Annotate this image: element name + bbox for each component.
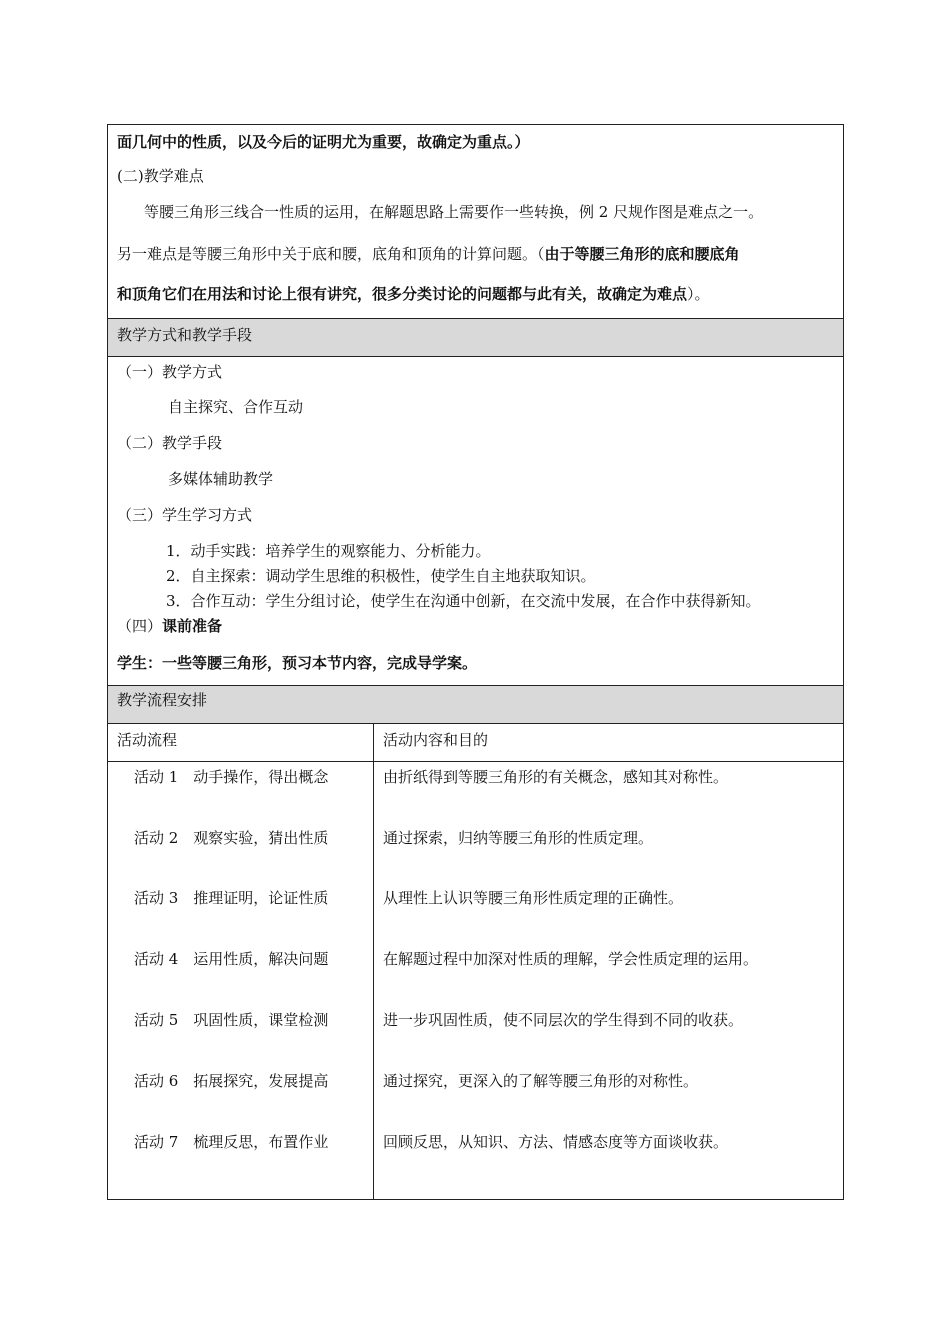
learning-style-item-1: 1．动手实践：培养学生的观察能力、分析能力。 xyxy=(166,542,491,560)
purpose-1: 由折纸得到等腰三角形的有关概念，感知其对称性。 xyxy=(383,768,729,786)
activity-7: 活动 7 梳理反思，布置作业 xyxy=(134,1133,329,1151)
difficulty-text-bold: 由于等腰三角形的底和腰底角 xyxy=(544,245,740,263)
purpose-3: 从理性上认识等腰三角形性质定理的正确性。 xyxy=(383,889,684,907)
teaching-flow-header: 教学流程安排 xyxy=(117,691,208,709)
teaching-method-sub2: （二）教学手段 xyxy=(117,434,223,452)
purpose-6: 通过探究，更深入的了解等腰三角形的对称性。 xyxy=(383,1072,699,1090)
activity-1: 活动 1 动手操作，得出概念 xyxy=(134,768,329,786)
teaching-method-header: 教学方式和教学手段 xyxy=(117,326,253,344)
learning-style-item-3: 3．合作互动：学生分组讨论，使学生在沟通中创新，在交流中发展，在合作中获得新知。 xyxy=(166,592,761,610)
key-point-reason-line: 面几何中的性质，以及今后的证明尤为重要，故确定为重点。） xyxy=(117,133,530,151)
teaching-method-sub2-content: 多媒体辅助教学 xyxy=(168,470,274,488)
difficulty-text-line-1: 等腰三角形三线合一性质的运用，在解题思路上需要作一些转换，例 2 尺规作图是难点之一。 xyxy=(144,203,764,221)
difficulty-reason-end: ）。 xyxy=(687,285,710,303)
lesson-plan-table xyxy=(107,124,844,1200)
activity-3: 活动 3 推理证明，论证性质 xyxy=(134,889,329,907)
teaching-method-sub3: （三）学生学习方式 xyxy=(117,506,253,524)
activity-5: 活动 5 巩固性质，课堂检测 xyxy=(134,1011,329,1029)
learning-style-item-2: 2．自主探索：调动学生思维的积极性，使学生自主地获取知识。 xyxy=(166,567,596,585)
activity-4: 活动 4 运用性质，解决问题 xyxy=(134,950,329,968)
purpose-5: 进一步巩固性质，使不同层次的学生得到不同的收获。 xyxy=(383,1011,744,1029)
sub4-title: 课前准备 xyxy=(162,617,223,635)
purpose-4: 在解题过程中加深对性质的理解，学会性质定理的运用。 xyxy=(383,950,759,968)
purpose-column-header: 活动内容和目的 xyxy=(383,731,489,749)
purpose-2: 通过探索，归纳等腰三角形的性质定理。 xyxy=(383,829,654,847)
activity-6: 活动 6 拓展探究，发展提高 xyxy=(134,1072,329,1090)
teaching-method-header-row xyxy=(108,319,843,356)
sub4-prefix: （四） xyxy=(117,617,163,635)
difficulty-text-line-3 xyxy=(117,283,710,304)
activity-column-header: 活动流程 xyxy=(117,731,178,749)
difficulty-heading: (二)教学难点 xyxy=(117,167,204,185)
activity-2: 活动 2 观察实验，猜出性质 xyxy=(134,829,329,847)
difficulty-text-line-2 xyxy=(117,243,740,264)
student-preparation: 学生：一些等腰三角形，预习本节内容，完成导学案。 xyxy=(117,654,478,672)
teaching-flow-header-row xyxy=(108,686,843,723)
purpose-7: 回顾反思，从知识、方法、情感态度等方面谈收获。 xyxy=(383,1133,729,1151)
teaching-method-sub1: （一）教学方式 xyxy=(117,363,223,381)
difficulty-reason-bold: 和顶角它们在用法和讨论上很有讲究，很多分类讨论的问题都与此有关，故确定为难点 xyxy=(117,285,688,303)
teaching-method-sub4 xyxy=(117,615,222,636)
difficulty-text-normal: 另一难点是等腰三角形中关于底和腰，底角和顶角的计算问题。（ xyxy=(117,245,545,263)
teaching-method-sub1-content: 自主探究、合作互动 xyxy=(168,398,304,416)
